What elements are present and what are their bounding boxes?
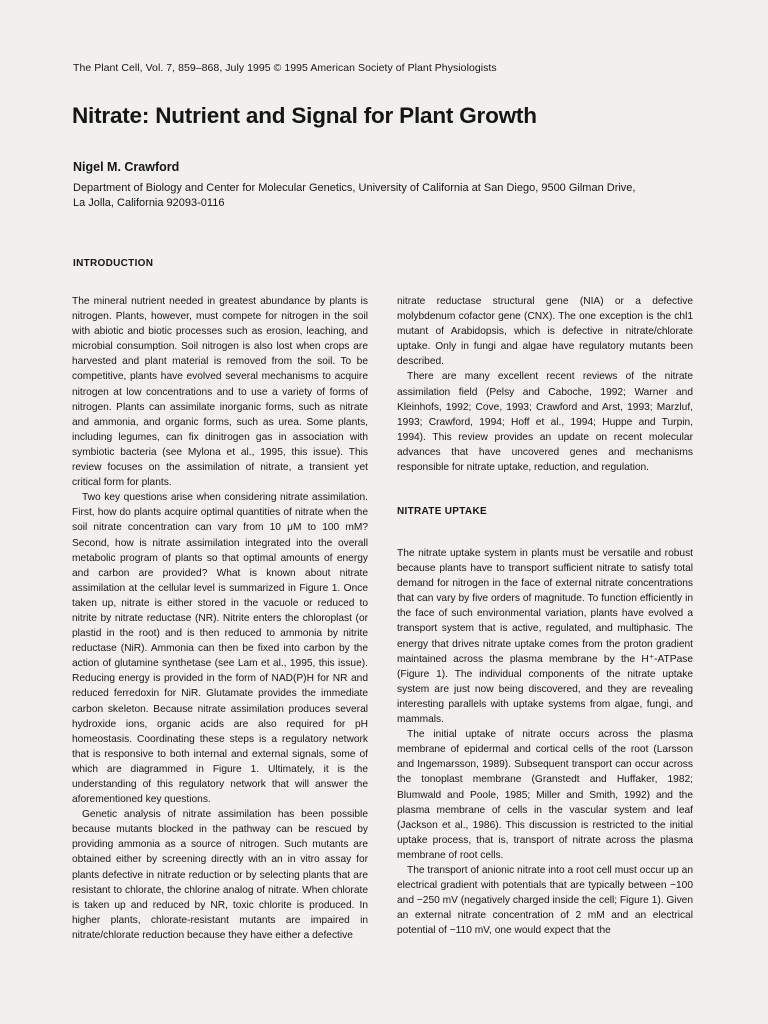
- paragraph: Two key questions arise when considering nitrate assimilation. First, how do plants acquire optimal quantities of nitrate when the soil nitrate concentration can vary from 10 μM to 100 mM? Second, how is nitrate assimilation integrated into the overall metabolic program of plants so that optimal amounts of energy and carbon are provided? What is known about nitrate assimilation at the cellular level is summarized in Figure 1. Once taken up, nitrate is either stored in the vacuole or reduced to nitrite by nitrate reductase (NR). Nitrite enters the chloroplast (or plastid in the root) and is then reduced to ammonia by nitrite reductase (NiR). Ammonia can then be fixed into carbon by the action of glutamine synthetase (see Lam et al., 1995, this issue). Reducing energy is provided in the form of NAD(P)H for NR and reduced ferredoxin for NiR. Glutamate provides the immediate carbon skeleton. Because nitrate assimilation produces several hydroxide ions, organic acids are also required for pH homeostasis. Coordinating these steps is a regulatory network that is responsive to both internal and external signals, some of which are diagrammed in Figure 1. Ultimately, it is the understanding of this regulatory network that will answer the aforementioned key questions.: [72, 492, 368, 806]
- affiliation-line: Department of Biology and Center for Molecular Genetics, University of California at San Diego, 9500 Gilman Drive,: [73, 182, 636, 194]
- paragraph: The transport of anionic nitrate into a root cell must occur up an electrical gradient with potentials that are typically between −100 and −250 mV (negatively charged inside the cell; Figure 1). Given an external nitrate concentration of 2 mM and an electrical potential of −110 mV, one would expect that the: [397, 864, 693, 937]
- paragraph: The nitrate uptake system in plants must be versatile and robust because plants have to transport sufficient nitrate to satisfy total demand for nitrogen in the face of external nitrate concentrations that can vary by five orders of magnitude. To function efficiently in the face of such environmental variation, plants have evolved a transport system that is active, regulated, and multiphasic. The energy that drives nitrate uptake comes from the proton gradient maintained across the plasma membrane by the H⁺-ATPase (Figure 1). The individual components of the nitrate uptake system are just now being discovered, and they are revealing interesting parallels with uptake systems from algae, fungi, and mammals.: [397, 548, 693, 726]
- paragraph: nitrate reductase structural gene (NIA) or a defective molybdenum cofactor gene (CNX). The one exception is the chl1 mutant of Arabidopsis, which is defective in nitrate/chlorate uptake. Only in fungi and algae have regulatory mutants been described.: [397, 296, 693, 368]
- article-title: Nitrate: Nutrient and Signal for Plant Growth: [72, 103, 537, 128]
- author-name: Nigel M. Crawford: [73, 160, 180, 174]
- journal-citation: The Plant Cell, Vol. 7, 859–868, July 1995 © 1995 American Society of Plant Physiologists: [73, 62, 497, 74]
- section-heading-introduction: INTRODUCTION: [73, 258, 154, 269]
- paragraph: There are many excellent recent reviews of the nitrate assimilation field (Pelsy and Caboche, 1992; Warner and Kleinhofs, 1992; Cove, 1993; Crawford and Arst, 1993; Marzluf, 1993; Crawford, 1994; Hoff et al., 1994; Huppe and Turpin, 1994). This review provides an update on recent molecular advances that have uncovered genes and mechanisms responsible for nitrate uptake, reduction, and regulation.: [397, 371, 693, 474]
- affiliation-line: La Jolla, California 92093-0116: [73, 197, 225, 209]
- paragraph: Genetic analysis of nitrate assimilation has been possible because mutants blocked in the pathway can be rescued by providing ammonia as a source of nitrogen. Such mutants are obtained either by screening directly with an in vitro assay for plants defective in nitrate reduction or by selecting plants that are resistant to chlorate, the chlorine analog of nitrate. When chlorate is taken up and reduced by NR, toxic chlorite is produced. In higher plants, chlorate-resistant mutants are impaired in nitrate/chlorate reduction because they have either a defective: [72, 809, 368, 941]
- paragraph: The mineral nutrient needed in greatest abundance by plants is nitrogen. Plants, however, must compete for nitrogen in the soil with abiotic and biotic processes such as erosion, leaching, and microbial consumption. Soil nitrogen is also lost when crops are harvested and plant material is removed from the soil. To be competitive, plants have evolved several mechanisms to acquire nitrogen at low concentrations and to use a variety of forms of nitrogen. Plants can assimilate inorganic forms, such as nitrate and ammonia, and organic forms, such as urea. Some plants, including legumes, can fix dinitrogen gas in association with symbiotic bacteria (see Mylona et al., 1995, this issue). This review focuses on the assimilation of nitrate, a transient yet critical form for plants.: [72, 296, 368, 489]
- paragraph: The initial uptake of nitrate occurs across the plasma membrane of epidermal and cortical cells of the root (Larsson and Ingemarsson, 1989). Subsequent transport can occur across the tonoplast membrane (Granstedt and Huffaker, 1982; Blumwald and Poole, 1985; Miller and Smith, 1992) and the plasma membrane of cells in the vascular system and leaf (Jackson et al., 1986). This discussion is restricted to the initial uptake process, that is, transport of nitrate across the plasma membrane of root cells.: [397, 729, 693, 861]
- section-heading-nitrate-uptake: NITRATE UPTAKE: [397, 506, 487, 517]
- left-column: [72, 294, 368, 943]
- right-column-bottom: [397, 546, 693, 938]
- right-column-top: [397, 294, 693, 475]
